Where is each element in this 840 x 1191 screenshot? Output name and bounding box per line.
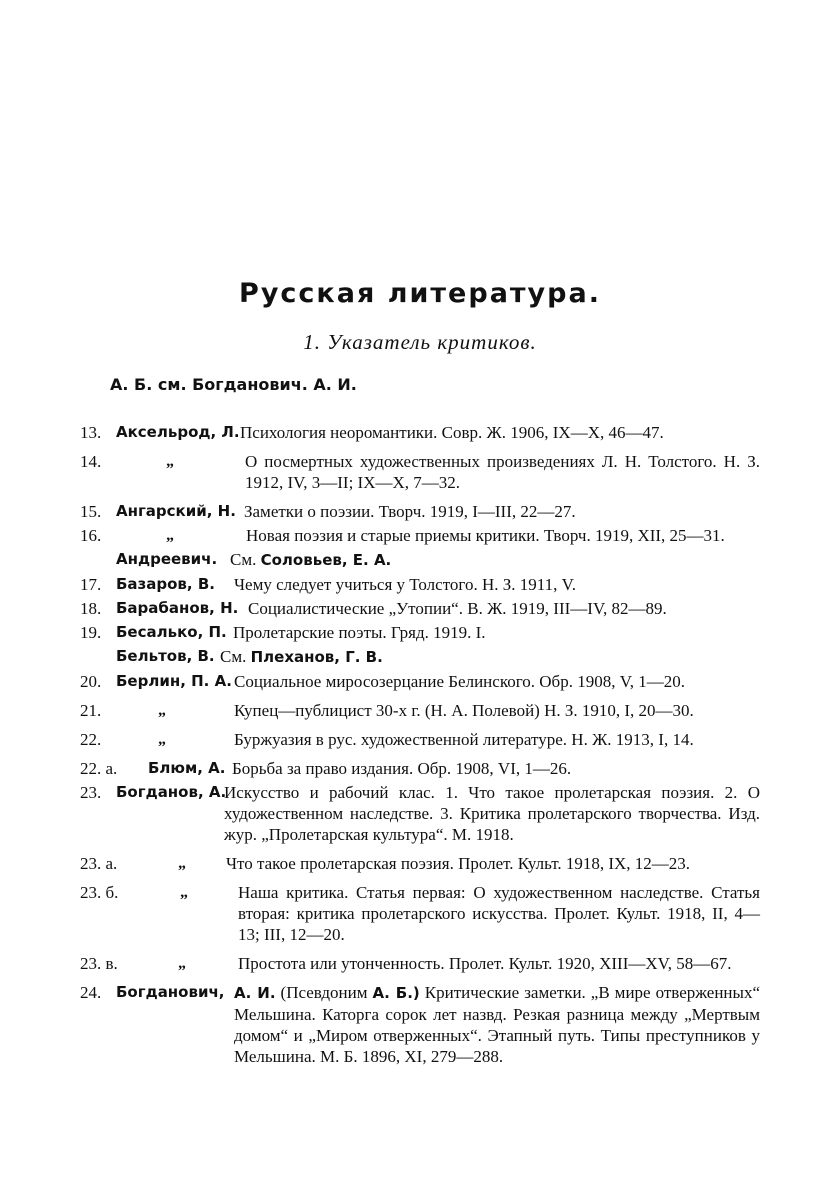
entry-author: Базаров, В.	[116, 575, 215, 593]
pseudonym-name: А. Б.)	[372, 984, 420, 1002]
entry-author: Аксельрод, Л.	[116, 423, 240, 441]
index-entry	[80, 758, 760, 779]
entry-author: Ангарский, Н.	[116, 502, 236, 520]
entry-number: 23. б.	[80, 883, 119, 902]
index-entry	[80, 982, 760, 1067]
index-entry	[80, 729, 760, 750]
entry-author: Блюм, А.	[148, 759, 226, 777]
index-entry	[80, 622, 760, 643]
ditto-mark: „	[158, 702, 166, 719]
entry-text: Социалистические „Утопии“. В. Ж. 1919, III—IV, 82—89.	[248, 599, 667, 618]
index-entry	[80, 953, 760, 974]
entry-author: Берлин, П. А.	[116, 672, 232, 690]
entry-number: 18.	[80, 599, 102, 618]
section-subtitle: 1. Указатель критиков.	[303, 330, 537, 354]
entry-number: 24.	[80, 983, 102, 1002]
entry-number: 14.	[80, 452, 102, 471]
see-reference: Плеханов, Г. В.	[250, 648, 383, 666]
ditto-mark: „	[158, 731, 166, 748]
index-entry	[80, 549, 760, 571]
entry-number: 16.	[80, 526, 102, 545]
index-entry	[80, 671, 760, 692]
see-prefix: См.	[220, 647, 247, 666]
entry-text: Простота или утонченность. Пролет. Культ. 1920, XIII—XV, 58—67.	[238, 954, 732, 973]
entry-author: Андреевич.	[116, 550, 218, 568]
index-entry	[80, 422, 760, 443]
entry-text: Искусство и рабочий клас. 1. Что такое пролетарская поэзия. 2. О художественном наследстве. 3. Критика пролетарского творчества. Изд. жур. „Пролетарская культура“. М. 1918.	[224, 783, 760, 844]
ditto-mark: „	[178, 855, 186, 872]
entry-text: Психология неоромантики. Совр. Ж. 1906, IX—X, 46—47.	[240, 423, 664, 442]
index-entry	[80, 598, 760, 619]
index-entry	[80, 501, 760, 522]
index-entry	[80, 574, 760, 595]
ditto-mark: „	[166, 527, 174, 544]
entry-author: Бельтов, В.	[116, 647, 215, 665]
entry-number: 13.	[80, 423, 102, 442]
index-entry	[80, 700, 760, 721]
entry-text: Критические заметки. „В мире отверженных“ Мельшина. Каторга сорок лет назвд. Резкая разница между „Мертвым домом“ и „Миром отверженных“. Этапный путь. Типы преступников у Мельшина. М. Б. 1896, XI, 279—288.	[234, 983, 760, 1066]
see-prefix: См.	[230, 550, 257, 569]
entry-text: Социальное миросозерцание Белинского. Обр. 1908, V, 1—20.	[234, 672, 686, 691]
ditto-mark: „	[178, 955, 186, 972]
entry-number: 17.	[80, 575, 102, 594]
entry-number: 15.	[80, 502, 102, 521]
index-entry	[80, 451, 760, 493]
index-entry	[80, 525, 760, 546]
entry-author: Барабанов, Н.	[116, 599, 239, 617]
entry-author: Богданович,	[116, 983, 225, 1001]
entry-number: 19.	[80, 623, 102, 642]
entry-number: 22.	[80, 730, 102, 749]
page-title: Русская литература.	[239, 278, 601, 309]
entry-author: Бесалько, П.	[116, 623, 227, 641]
entry-text: Борьба за право издания. Обр. 1908, VI, 1—26.	[232, 759, 572, 778]
entry-text: Чему следует учиться у Толстого. Н. З. 1911, V.	[234, 575, 576, 594]
pseudonym-prefix: (Псевдоним	[280, 983, 368, 1002]
see-reference: Соловьев, Е. А.	[260, 551, 392, 569]
entry-text: Купец—публицист 30-х г. (Н. А. Полевой) Н. З. 1910, I, 20—30.	[234, 701, 694, 720]
entry-number: 23. в.	[80, 954, 118, 973]
entry-text: О посмертных художественных произведениях Л. Н. Толстого. Н. З. 1912, IV, 3—II; IX—X, 7—32.	[245, 452, 760, 492]
entry-author: Богданов, А.	[116, 783, 227, 801]
index-entry	[80, 646, 760, 668]
entry-number: 23.	[80, 783, 102, 802]
entry-number: 20.	[80, 672, 102, 691]
entry-text: Буржуазия в рус. художественной литературе. Н. Ж. 1913, I, 14.	[234, 730, 694, 749]
cross-reference-line: А. Б. см. Богданович. А. И.	[110, 375, 357, 394]
entry-text: Пролетарские поэты. Гряд. 1919. I.	[233, 623, 486, 642]
ditto-mark: „	[180, 884, 188, 901]
entry-text: Заметки о поэзии. Творч. 1919, I—III, 22—27.	[244, 502, 576, 521]
index-entry	[80, 782, 760, 845]
entry-text: Новая поэзия и старые приемы критики. Творч. 1919, XII, 25—31.	[246, 526, 725, 545]
index-entry	[80, 882, 760, 945]
critics-index-list	[80, 422, 760, 1070]
index-entry	[80, 853, 760, 874]
entry-number: 22. а.	[80, 759, 118, 778]
entry-number: 23. а.	[80, 854, 118, 873]
entry-text: Наша критика. Статья первая: О художественном наследстве. Статья вторая: критика пролетарского искусства. Пролет. Культ. 1918, II, 4—13; III, 12—20.	[238, 883, 760, 944]
ditto-mark: „	[166, 453, 174, 470]
entry-number: 21.	[80, 701, 102, 720]
entry-author-initials: А. И.	[234, 984, 276, 1002]
entry-text: Что такое пролетарская поэзия. Пролет. Культ. 1918, IX, 12—23.	[226, 854, 691, 873]
